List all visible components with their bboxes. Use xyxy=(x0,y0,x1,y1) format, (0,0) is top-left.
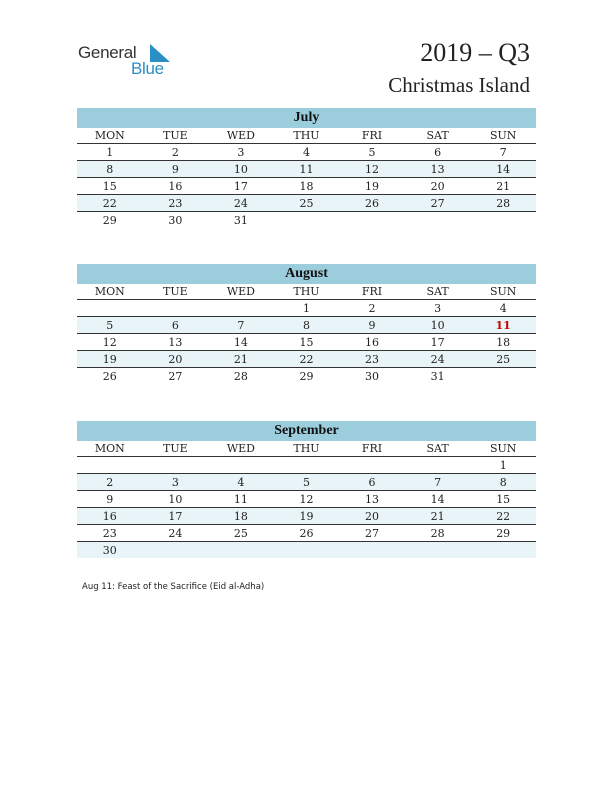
week-row xyxy=(77,144,536,161)
weekday-label: SUN xyxy=(489,285,517,298)
day-cell: 6 xyxy=(171,318,179,332)
day-cell: 5 xyxy=(368,145,376,159)
empty-day-cell xyxy=(405,212,471,229)
month-title: September xyxy=(77,421,536,441)
weekday-label: TUE xyxy=(163,285,188,298)
empty-day-cell xyxy=(470,368,536,385)
calendar-grid xyxy=(77,284,536,384)
week-row xyxy=(77,161,536,178)
week-row xyxy=(77,351,536,368)
week-row xyxy=(77,178,536,195)
day-cell: 22 xyxy=(299,352,314,366)
week-row xyxy=(77,508,536,525)
weekday-label: THU xyxy=(293,129,320,142)
day-cell: 31 xyxy=(430,369,445,383)
weekday-header-row xyxy=(77,128,536,144)
day-cell: 23 xyxy=(365,352,380,366)
day-cell: 11 xyxy=(233,492,248,506)
day-cell: 18 xyxy=(233,509,248,523)
weekday-header-row xyxy=(77,284,536,300)
day-cell: 10 xyxy=(168,492,183,506)
week-row xyxy=(77,525,536,542)
month-calendar-september xyxy=(77,421,536,558)
weekday-label: WED xyxy=(226,442,255,455)
day-cell: 23 xyxy=(102,526,117,540)
day-cell: 15 xyxy=(102,179,117,193)
day-cell: 19 xyxy=(102,352,117,366)
brand-logo xyxy=(78,40,188,80)
week-row xyxy=(77,195,536,212)
day-cell: 24 xyxy=(430,352,445,366)
day-cell: 26 xyxy=(299,526,314,540)
empty-day-cell xyxy=(405,457,471,474)
empty-day-cell xyxy=(405,542,471,559)
week-row xyxy=(77,368,536,385)
day-cell: 30 xyxy=(365,369,380,383)
day-cell: 4 xyxy=(237,475,245,489)
day-cell: 4 xyxy=(302,145,310,159)
day-cell: 17 xyxy=(430,335,445,349)
day-cell: 7 xyxy=(237,318,245,332)
empty-day-cell xyxy=(208,300,274,317)
empty-day-cell xyxy=(274,212,340,229)
day-cell: 31 xyxy=(233,213,248,227)
day-cell: 18 xyxy=(496,335,511,349)
day-cell: 16 xyxy=(365,335,380,349)
weekday-label: MON xyxy=(94,285,125,298)
weekday-label: THU xyxy=(293,285,320,298)
empty-day-cell xyxy=(274,457,340,474)
weekday-label: TUE xyxy=(163,129,188,142)
weekday-label: SAT xyxy=(426,442,449,455)
day-cell: 23 xyxy=(168,196,183,210)
month-title: July xyxy=(77,108,536,128)
empty-day-cell xyxy=(470,212,536,229)
day-cell: 24 xyxy=(233,196,248,210)
day-cell: 17 xyxy=(168,509,183,523)
day-cell: 8 xyxy=(499,475,507,489)
weekday-label: FRI xyxy=(361,285,383,298)
day-cell: 13 xyxy=(168,335,183,349)
day-cell: 26 xyxy=(102,369,117,383)
day-cell: 28 xyxy=(496,196,511,210)
day-cell: 29 xyxy=(102,213,117,227)
day-cell: 8 xyxy=(106,162,114,176)
day-cell: 27 xyxy=(365,526,380,540)
calendar-grid xyxy=(77,128,536,228)
month-calendar-july xyxy=(77,108,536,228)
day-cell: 29 xyxy=(299,369,314,383)
day-cell: 11 xyxy=(299,162,314,176)
weekday-label: WED xyxy=(226,285,255,298)
day-cell: 2 xyxy=(106,475,114,489)
day-cell: 5 xyxy=(106,318,114,332)
page-title: 2019 – Q3 xyxy=(420,38,530,67)
day-cell: 17 xyxy=(233,179,248,193)
day-cell: 14 xyxy=(233,335,248,349)
day-cell: 25 xyxy=(233,526,248,540)
day-cell: 12 xyxy=(365,162,380,176)
day-cell: 22 xyxy=(496,509,511,523)
empty-day-cell xyxy=(470,542,536,559)
weekday-label: SUN xyxy=(489,442,517,455)
day-cell: 19 xyxy=(299,509,314,523)
day-cell: 18 xyxy=(299,179,314,193)
weekday-label: SUN xyxy=(489,129,517,142)
month-calendar-august xyxy=(77,264,536,384)
weekday-label: THU xyxy=(293,442,320,455)
weekday-label: SAT xyxy=(426,285,449,298)
page-subtitle: Christmas Island xyxy=(388,73,530,97)
empty-day-cell xyxy=(143,542,209,559)
day-cell: 30 xyxy=(168,213,183,227)
empty-day-cell xyxy=(339,457,405,474)
week-row xyxy=(77,474,536,491)
week-row xyxy=(77,491,536,508)
day-cell: 22 xyxy=(102,196,117,210)
day-cell: 20 xyxy=(365,509,380,523)
day-cell: 6 xyxy=(434,145,442,159)
day-cell: 10 xyxy=(430,318,445,332)
weekday-label: MON xyxy=(94,442,125,455)
day-cell: 7 xyxy=(434,475,442,489)
weekday-label: FRI xyxy=(361,129,383,142)
day-cell: 27 xyxy=(168,369,183,383)
day-cell: 19 xyxy=(365,179,380,193)
day-cell: 26 xyxy=(365,196,380,210)
day-cell: 15 xyxy=(496,492,511,506)
week-row xyxy=(77,542,536,559)
day-cell: 21 xyxy=(496,179,511,193)
empty-day-cell xyxy=(77,300,143,317)
day-cell: 8 xyxy=(302,318,310,332)
day-cell: 12 xyxy=(299,492,314,506)
week-row xyxy=(77,300,536,317)
day-cell: 9 xyxy=(171,162,179,176)
week-row xyxy=(77,317,536,334)
day-cell: 9 xyxy=(106,492,114,506)
day-cell: 27 xyxy=(430,196,445,210)
day-cell: 6 xyxy=(368,475,376,489)
logo-text-general: General xyxy=(78,43,137,62)
empty-day-cell xyxy=(208,457,274,474)
day-cell: 1 xyxy=(499,458,507,472)
holiday-footnote: Aug 11: Feast of the Sacrifice (Eid al-Adha) xyxy=(82,582,265,592)
day-cell: 20 xyxy=(430,179,445,193)
day-cell: 3 xyxy=(237,145,245,159)
day-cell: 5 xyxy=(302,475,310,489)
day-cell: 1 xyxy=(106,145,114,159)
day-cell: 2 xyxy=(171,145,179,159)
day-cell: 29 xyxy=(496,526,511,540)
day-cell: 7 xyxy=(499,145,507,159)
day-cell: 14 xyxy=(430,492,445,506)
day-cell: 3 xyxy=(171,475,179,489)
calendar-grid xyxy=(77,441,536,558)
day-cell: 25 xyxy=(496,352,511,366)
weekday-label: FRI xyxy=(361,442,383,455)
day-cell: 13 xyxy=(365,492,380,506)
month-title: August xyxy=(77,264,536,284)
empty-day-cell xyxy=(143,300,209,317)
day-cell: 12 xyxy=(102,335,117,349)
empty-day-cell xyxy=(208,542,274,559)
weekday-header-row xyxy=(77,441,536,457)
day-cell: 28 xyxy=(430,526,445,540)
day-cell: 15 xyxy=(299,335,314,349)
day-cell: 3 xyxy=(434,301,442,315)
day-cell: 4 xyxy=(499,301,507,315)
empty-day-cell xyxy=(143,457,209,474)
weekday-label: SAT xyxy=(426,129,449,142)
empty-day-cell xyxy=(339,212,405,229)
day-cell: 16 xyxy=(168,179,183,193)
day-cell: 14 xyxy=(496,162,511,176)
week-row xyxy=(77,212,536,229)
day-cell: 2 xyxy=(368,301,376,315)
empty-day-cell xyxy=(339,542,405,559)
holiday-day-cell: 11 xyxy=(495,318,511,332)
day-cell: 21 xyxy=(430,509,445,523)
weekday-label: TUE xyxy=(163,442,188,455)
day-cell: 10 xyxy=(233,162,248,176)
day-cell: 13 xyxy=(430,162,445,176)
day-cell: 16 xyxy=(102,509,117,523)
day-cell: 20 xyxy=(168,352,183,366)
day-cell: 21 xyxy=(233,352,248,366)
day-cell: 28 xyxy=(233,369,248,383)
day-cell: 30 xyxy=(102,543,117,557)
day-cell: 1 xyxy=(302,301,310,315)
empty-day-cell xyxy=(274,542,340,559)
day-cell: 9 xyxy=(368,318,376,332)
day-cell: 24 xyxy=(168,526,183,540)
logo-text-blue: Blue xyxy=(131,59,164,78)
weekday-label: WED xyxy=(226,129,255,142)
week-row xyxy=(77,334,536,351)
day-cell: 25 xyxy=(299,196,314,210)
empty-day-cell xyxy=(77,457,143,474)
weekday-label: MON xyxy=(94,129,125,142)
week-row xyxy=(77,457,536,474)
